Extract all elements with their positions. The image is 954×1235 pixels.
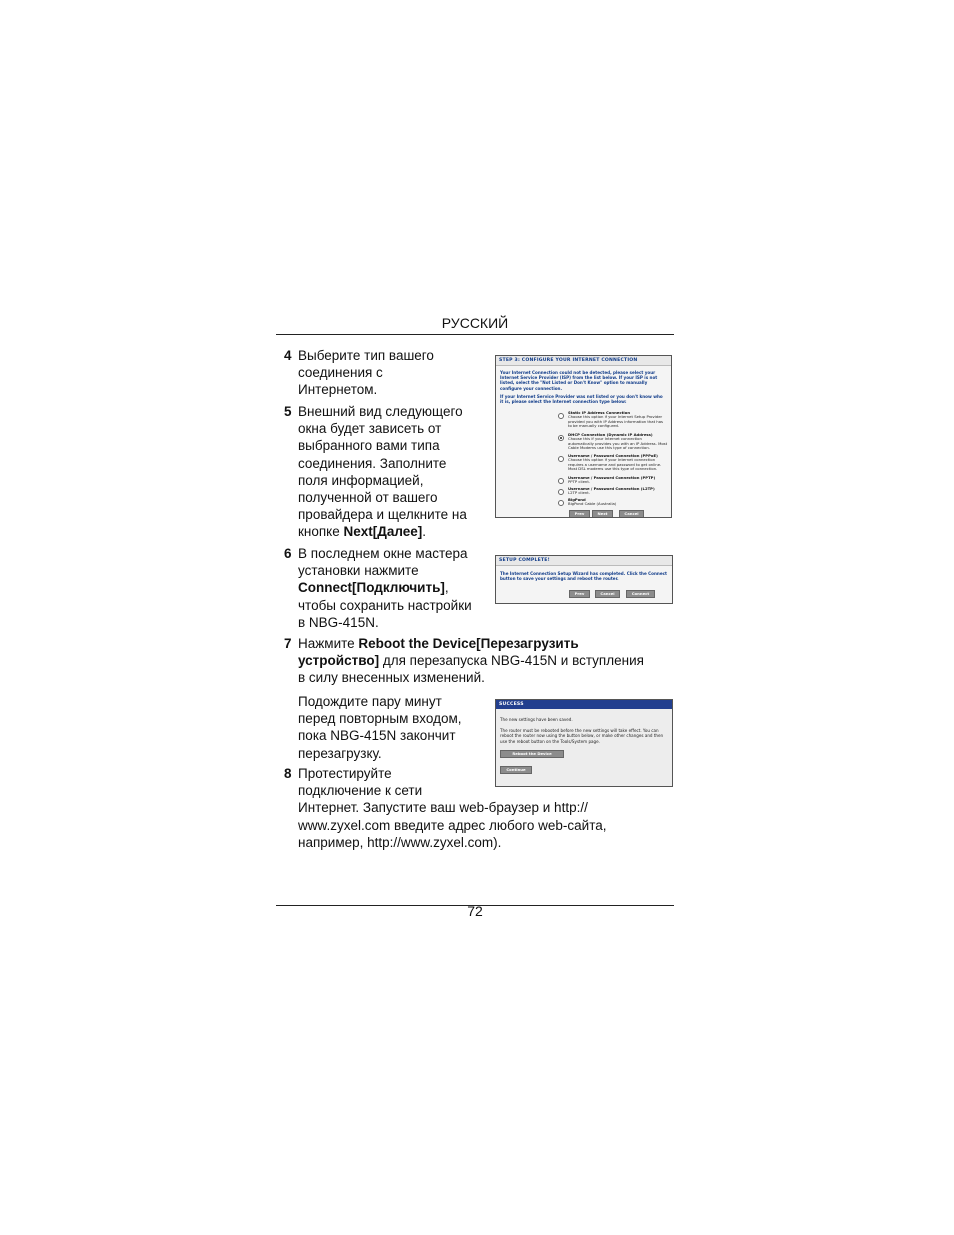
screenshot-setup-complete (495, 555, 673, 604)
step-8-text: Протестируйте подключение к сети Интернет. Запустите ваш web-браузер и http:// www.zyxel.com введите адрес любого web-сайта, например, http://www.zyxel.com). (298, 766, 607, 850)
step-number-8: 8 (284, 766, 292, 781)
option-static-ip: Static IP Address Connection Choose this option if your Internet Setup Provider provided you with IP Address information that has to be manually configured. (568, 410, 664, 429)
step-6-text: В последнем окне мастера установки нажмите Connect[Подключить], чтобы сохранить настройки в NBG-415N. (298, 546, 472, 630)
step-number-6: 6 (284, 546, 292, 561)
step-5-text: Внешний вид следующего окна будет зависеть от выбранного вами типа соединения. Заполните поля информацией, полученной от вашего провайдера и щелкните на кнопке Next[Далее]. (298, 404, 467, 540)
configure-title: STEP 3: CONFIGURE YOUR INTERNET CONNECTION (496, 356, 671, 366)
step-number-7: 7 (284, 636, 292, 651)
page-header: РУССКИЙ (441, 315, 509, 331)
option-pptp: Username / Password Connection (PPTP) PPTP client. (568, 475, 656, 485)
step-number-4: 4 (284, 348, 292, 363)
radio-l2tp[interactable] (558, 489, 564, 495)
option-pppoe: Username / Password Connection (PPPoE) Choose this option if your Internet connection requires a username and password to get online. Most DSL modems use this type of connection. (568, 453, 662, 472)
configure-intro: Your Internet Connection could not be detected, please select your Internet Service Provider (ISP) from the list below. If your ISP is not listed, select the "Not Listed or Don't Know" option to manually configure your connection. (500, 370, 658, 391)
setup-prev-button[interactable]: Prev (569, 590, 590, 598)
radio-bigpond[interactable] (558, 500, 564, 506)
radio-static-ip[interactable] (558, 413, 564, 419)
success-text-1: The new settings have been saved. (500, 717, 573, 722)
page-number: 72 (467, 903, 483, 919)
connect-button[interactable]: Connect (626, 590, 655, 598)
option-l2tp: Username / Password Connection (L2TP) L2TP client. (568, 486, 655, 496)
screenshot-configure-connection (495, 355, 672, 518)
prev-button[interactable]: Prev (569, 510, 590, 518)
radio-pptp[interactable] (558, 478, 564, 484)
reboot-device-button[interactable]: Reboot the Device (500, 750, 564, 758)
radio-dhcp[interactable] (558, 435, 564, 441)
setup-complete-title: SETUP COMPLETE! (496, 556, 672, 566)
header-rule (276, 334, 674, 335)
screenshot-success (495, 699, 673, 787)
wait-text: Подождите пару минут перед повторным входом, пока NBG-415N закончит перезагрузку. (298, 694, 462, 761)
cancel-button[interactable]: Cancel (619, 510, 644, 518)
success-title: SUCCESS (496, 700, 672, 709)
option-bigpond: BigPond BigPond Cable (Australia) (568, 497, 617, 507)
setup-complete-text: The Internet Connection Setup Wizard has completed. Click the Connect button to save your settings and reboot the router. (500, 571, 667, 582)
step-number-5: 5 (284, 404, 292, 419)
step-7-text: Нажмите Reboot the Device[Перезагрузить устройство] для перезапуска NBG-415N и вступления в силу внесенных изменений. (298, 636, 644, 686)
setup-cancel-button[interactable]: Cancel (595, 590, 620, 598)
success-text-2: The router must be rebooted before the new settings will take effect. You can reboot the router now using the button below, or make other changes and then use the reboot button on the Tools/System page. (500, 728, 664, 744)
continue-button[interactable]: Continue (500, 766, 532, 774)
configure-intro-2: If your Internet Service Provider was not listed or you don't know who it is, please select the Internet connection type below: (500, 393, 663, 405)
radio-pppoe[interactable] (558, 456, 564, 462)
option-dhcp: DHCP Connection (Dynamic IP Address) Choose this if your Internet connection automatically provides you with an IP Address. Most Cable Modems use this type of connection. (568, 432, 668, 451)
step-4-text: Выберите тип вашего соединения с Интернетом. (298, 348, 434, 398)
next-button[interactable]: Next (592, 510, 613, 518)
